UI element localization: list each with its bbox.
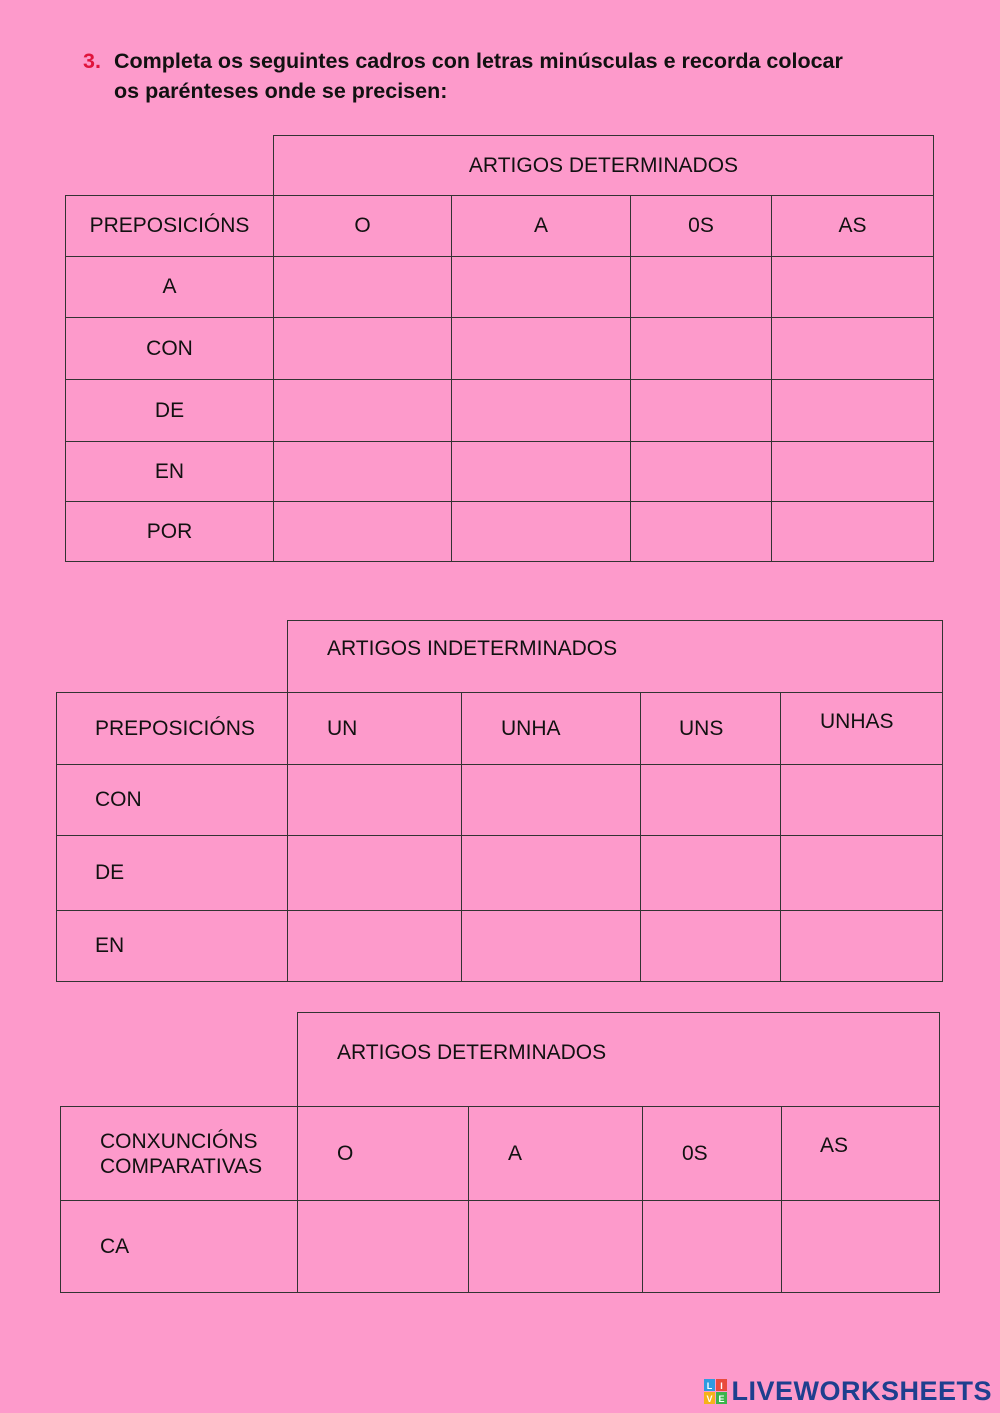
answer-input[interactable]	[292, 769, 457, 831]
answer-input[interactable]	[785, 840, 938, 906]
answer-input[interactable]	[645, 840, 776, 906]
answer-cell[interactable]	[630, 256, 772, 318]
corner-line1: CONXUNCIÓNS	[100, 1129, 258, 1153]
column-header: AS	[781, 1106, 940, 1201]
logo-text: LIVEWORKSHEETS	[731, 1376, 992, 1406]
answer-cell[interactable]	[451, 441, 631, 502]
answer-cell[interactable]	[468, 1200, 643, 1293]
answer-input[interactable]	[776, 446, 929, 497]
live-badge-letter-l: L	[707, 1380, 713, 1391]
answer-input[interactable]	[635, 384, 767, 437]
table-header: ARTIGOS DETERMINADOS	[273, 135, 934, 196]
answer-input[interactable]	[776, 384, 929, 437]
answer-cell[interactable]	[461, 764, 641, 836]
live-badge-letter-v: V	[706, 1393, 713, 1404]
answer-input[interactable]	[456, 261, 626, 313]
answer-cell[interactable]	[640, 764, 781, 836]
instruction-line2: os parénteses onde se precisen:	[114, 79, 448, 103]
answer-input[interactable]	[278, 384, 447, 437]
row-header: EN	[56, 910, 288, 982]
answer-cell[interactable]	[781, 1200, 940, 1293]
answer-cell[interactable]	[461, 835, 641, 911]
row-header: A	[65, 256, 274, 318]
column-header: O	[273, 195, 452, 257]
answer-cell[interactable]	[297, 1200, 469, 1293]
answer-cell[interactable]	[630, 379, 772, 442]
answer-input[interactable]	[635, 261, 767, 313]
answer-input[interactable]	[785, 769, 938, 831]
live-badge-letter-e: E	[718, 1393, 725, 1404]
answer-input[interactable]	[635, 506, 767, 557]
answer-input[interactable]	[292, 915, 457, 977]
answer-cell[interactable]	[451, 256, 631, 318]
answer-input[interactable]	[473, 1205, 638, 1288]
answer-input[interactable]	[776, 322, 929, 375]
column-header: UNHA	[461, 692, 641, 765]
column-header: 0S	[642, 1106, 782, 1201]
answer-cell[interactable]	[287, 835, 462, 911]
answer-input[interactable]	[278, 261, 447, 313]
answer-cell[interactable]	[640, 910, 781, 982]
answer-input[interactable]	[466, 769, 636, 831]
table-corner	[60, 1106, 298, 1201]
answer-input[interactable]	[776, 506, 929, 557]
answer-input[interactable]	[302, 1205, 464, 1288]
answer-input[interactable]	[786, 1205, 935, 1288]
answer-cell[interactable]	[273, 317, 452, 380]
answer-input[interactable]	[456, 446, 626, 497]
answer-input[interactable]	[466, 915, 636, 977]
answer-cell[interactable]	[771, 441, 934, 502]
answer-input[interactable]	[278, 446, 447, 497]
column-header: A	[451, 195, 631, 257]
answer-cell[interactable]	[630, 317, 772, 380]
column-header: UNS	[640, 692, 781, 765]
table-corner: PREPOSICIÓNS	[65, 195, 274, 257]
column-header: UNHAS	[780, 692, 943, 765]
answer-cell[interactable]	[771, 501, 934, 562]
answer-cell[interactable]	[640, 835, 781, 911]
row-header: POR	[65, 501, 274, 562]
answer-cell[interactable]	[771, 379, 934, 442]
table-header: ARTIGOS INDETERMINADOS	[287, 620, 943, 693]
row-header: CON	[56, 764, 288, 836]
column-header: UN	[287, 692, 462, 765]
answer-cell[interactable]	[273, 441, 452, 502]
live-badge-icon	[704, 1379, 728, 1405]
answer-cell[interactable]	[451, 317, 631, 380]
answer-cell[interactable]	[780, 835, 943, 911]
answer-input[interactable]	[645, 769, 776, 831]
answer-input[interactable]	[647, 1205, 777, 1288]
row-header: CON	[65, 317, 274, 380]
answer-input[interactable]	[776, 261, 929, 313]
answer-cell[interactable]	[451, 379, 631, 442]
corner-line2: COMPARATIVAS	[100, 1154, 263, 1178]
column-header: A	[468, 1106, 643, 1201]
table-header: ARTIGOS DETERMINADOS	[297, 1012, 940, 1107]
answer-input[interactable]	[278, 506, 447, 557]
answer-cell[interactable]	[630, 441, 772, 502]
answer-input[interactable]	[456, 322, 626, 375]
answer-cell[interactable]	[273, 379, 452, 442]
answer-cell[interactable]	[771, 317, 934, 380]
answer-cell[interactable]	[287, 910, 462, 982]
answer-cell[interactable]	[642, 1200, 782, 1293]
column-header: AS	[771, 195, 934, 257]
instruction-number: 3.	[83, 49, 101, 73]
answer-input[interactable]	[278, 322, 447, 375]
row-header: EN	[65, 441, 274, 502]
instruction	[83, 46, 943, 106]
answer-cell[interactable]	[780, 910, 943, 982]
answer-input[interactable]	[292, 840, 457, 906]
answer-cell[interactable]	[771, 256, 934, 318]
answer-cell[interactable]	[287, 764, 462, 836]
instruction-line1: Completa os seguintes cadros con letras minúsculas e recorda colocar	[114, 49, 843, 73]
answer-cell[interactable]	[461, 910, 641, 982]
column-header: 0S	[630, 195, 772, 257]
column-header: O	[297, 1106, 469, 1201]
live-badge-letter-i: I	[720, 1380, 724, 1391]
answer-cell[interactable]	[780, 764, 943, 836]
answer-input[interactable]	[456, 506, 626, 557]
liveworksheets-logo	[704, 1376, 992, 1407]
answer-input[interactable]	[645, 915, 776, 977]
answer-cell[interactable]	[273, 501, 452, 562]
answer-input[interactable]	[635, 446, 767, 497]
answer-cell[interactable]	[273, 256, 452, 318]
answer-input[interactable]	[466, 840, 636, 906]
row-header: DE	[65, 379, 274, 442]
row-header: DE	[56, 835, 288, 911]
table-corner: PREPOSICIÓNS	[56, 692, 288, 765]
answer-input[interactable]	[456, 384, 626, 437]
answer-cell[interactable]	[630, 501, 772, 562]
answer-input[interactable]	[785, 915, 938, 977]
answer-cell[interactable]	[451, 501, 631, 562]
row-header: CA	[60, 1200, 298, 1293]
answer-input[interactable]	[635, 322, 767, 375]
